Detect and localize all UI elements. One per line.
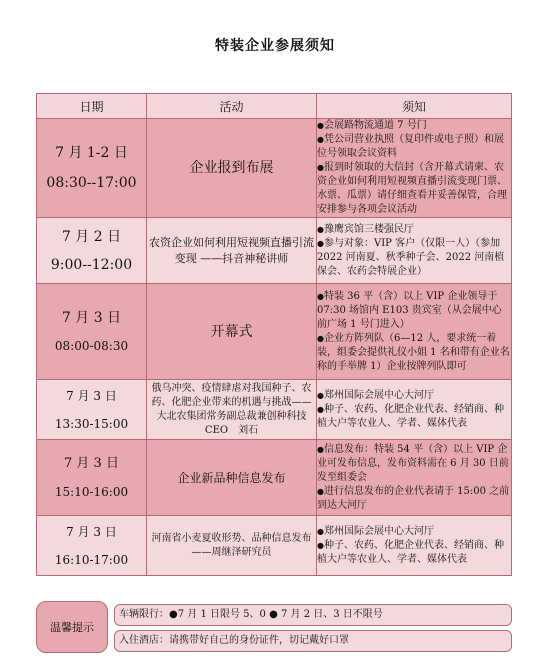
header-date: 日期 (37, 94, 147, 119)
date-time: 15:10-16:00 (54, 484, 129, 499)
tips-label: 温馨提示 (36, 601, 108, 653)
row-activity: 开幕式 (147, 284, 317, 380)
date-day: 7 月 2 日 (61, 228, 122, 245)
row-date (37, 119, 147, 218)
header-notice: 须知 (317, 94, 512, 119)
row-notes (317, 440, 512, 516)
row-notes (317, 119, 512, 218)
row-activity: 河南省小麦夏收形势、品种信息发布——周继泽研究员 (147, 516, 317, 576)
table-row (37, 284, 512, 380)
row-activity: 企业报到布展 (147, 119, 317, 218)
row-activity: 企业新品种信息发布 (147, 440, 317, 516)
row-date (37, 284, 147, 380)
schedule-table (36, 93, 512, 576)
note-item: ●参与对象：VIP 客户（仅限一人）（参加 2022 河南夏、秋季种子会、2022 河南植保会、农药会特展企业） (317, 237, 505, 277)
row-date (37, 440, 147, 516)
row-notes (317, 284, 512, 380)
row-activity: 农资企业如何利用短视频直播引流变现 ——抖音神秘讲师 (147, 218, 317, 284)
table-row (37, 218, 512, 284)
date-time: 13:30-15:00 (54, 416, 129, 431)
table-header-row (37, 94, 512, 119)
row-date (37, 218, 147, 284)
row-date (37, 380, 147, 440)
date-time: 08:30--17:00 (46, 175, 137, 191)
note-item: ●进行信息发布的企业代表请于 15:00 之前到达大河厅 (317, 485, 510, 511)
date-day: 7 月 3 日 (61, 309, 122, 326)
note-item: ●会展路物流通道 7 号门 (317, 120, 427, 131)
date-day: 7 月 3 日 (66, 388, 117, 403)
date-time: 08:00-08:30 (54, 338, 129, 353)
table-row (37, 440, 512, 516)
date-day: 7 月 3 日 (66, 524, 117, 539)
row-date (37, 516, 147, 576)
note-item: ●企业方阵列队（6—12 人，要求统一着装，组委会提供礼仪小姐 1 名和带有企业名称的手举牌 1）企业按牌列队即可 (317, 332, 510, 372)
note-item: ●凭公司营业执照（复印件或电子照）和展位号领取会议资料 (317, 134, 504, 159)
date-day: 7 月 1-2 日 (55, 145, 128, 161)
note-item: ●种子、农药、化肥企业代表、经销商、种植大户等农业人、学者、媒体代表 (317, 403, 504, 429)
note-item: ●郑州国际会展中心大河厅 (317, 525, 434, 537)
table-row (37, 380, 512, 440)
note-item: ●豫鹰宾馆三楼强民厅 (317, 223, 414, 235)
date-time: 16:10-17:00 (54, 552, 129, 567)
note-item: ●种子、农药、化肥企业代表、经销商、种植大户等农业人、学者、媒体代表 (317, 539, 504, 565)
row-notes (317, 516, 512, 576)
note-item: ●报到时领取的大信封（含开幕式请柬、农资企业如何利用短视频直播引流变现门票、水票、瓜票）请仔细查看并妥善保管，合理安排参与各项会议活动 (317, 162, 507, 215)
date-day: 7 月 3 日 (64, 455, 119, 471)
row-activity: 俄乌冲突、疫情肆虐对我国种子、农药、化肥企业带来的机遇与挑战——大北农集团常务副总裁兼创种科技 CEO 刘石 (147, 380, 317, 440)
tip-traffic-restriction: 车辆限行：●7 月 1 日限号 5、0 ● 7 月 2 日、3 日不限号 (114, 604, 512, 626)
row-notes (317, 380, 512, 440)
table-row (37, 119, 512, 218)
row-notes (317, 218, 512, 284)
note-item: ●信息发布：特装 54 平（含）以上 VIP 企业可发布信息，发布资料需在 6 月 30 日前发至组委会 (317, 443, 509, 483)
note-item: ●特装 36 平（含）以上 VIP 企业领导于 07:30 场馆内 E103 贵宾室（从会展中心前广场 1 号门进入） (317, 290, 502, 330)
table-row (37, 516, 512, 576)
tip-hotel-checkin: 入住酒店：请携带好自己的身份证件，切记戴好口罩 (114, 630, 512, 652)
note-item: ●郑州国际会展中心大河厅 (317, 389, 434, 401)
header-activity: 活动 (147, 94, 317, 119)
page-title: 特装企业参展须知 (215, 38, 335, 54)
date-time: 9:00--12:00 (50, 256, 133, 273)
